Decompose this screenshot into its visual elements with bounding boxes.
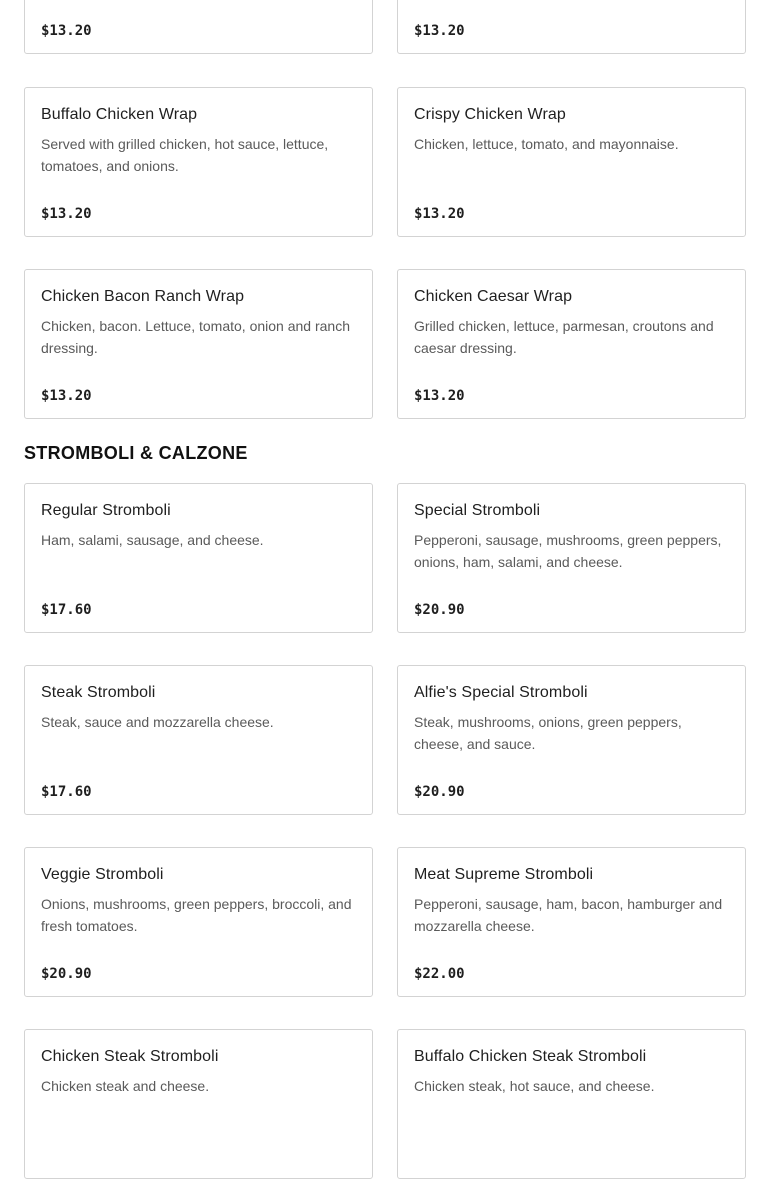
item-price: $20.90 bbox=[414, 602, 465, 618]
item-name: Meat Supreme Stromboli bbox=[414, 866, 594, 883]
menu-item-card[interactable] bbox=[397, 87, 746, 237]
item-name: Alfie's Special Stromboli bbox=[414, 684, 588, 701]
item-name: Veggie Stromboli bbox=[41, 866, 164, 883]
item-description: Chicken, bacon. Lettuce, tomato, onion and ranch dressing. bbox=[41, 318, 350, 356]
menu-item-card[interactable] bbox=[24, 483, 373, 633]
item-price: $17.60 bbox=[41, 602, 92, 618]
item-name: Special Stromboli bbox=[414, 502, 541, 519]
item-price: $13.20 bbox=[41, 388, 92, 404]
item-name: Buffalo Chicken Wrap bbox=[41, 106, 198, 123]
item-price: $17.60 bbox=[41, 784, 92, 800]
item-price: $13.20 bbox=[414, 23, 465, 39]
menu-item-card[interactable] bbox=[397, 483, 746, 633]
menu-item-card[interactable] bbox=[397, 0, 746, 54]
item-description: Grilled chicken, lettuce, parmesan, croutons and caesar dressing. bbox=[414, 318, 714, 356]
item-description: Chicken, lettuce, tomato, and mayonnaise. bbox=[414, 136, 679, 152]
item-description: Pepperoni, sausage, mushrooms, green peppers, onions, ham, salami, and cheese. bbox=[414, 532, 722, 570]
menu-item-card[interactable] bbox=[24, 665, 373, 815]
item-description: Steak, sauce and mozzarella cheese. bbox=[41, 714, 274, 730]
item-name: Chicken Caesar Wrap bbox=[414, 288, 573, 305]
item-description: Pepperoni, sausage, ham, bacon, hamburger and mozzarella cheese. bbox=[414, 896, 723, 934]
item-name: Chicken Steak Stromboli bbox=[41, 1048, 219, 1065]
item-price: $13.20 bbox=[414, 206, 465, 222]
menu-item-card[interactable] bbox=[24, 269, 373, 419]
menu-item-card[interactable] bbox=[24, 1029, 373, 1179]
item-name: Crispy Chicken Wrap bbox=[414, 106, 566, 123]
item-price: $20.90 bbox=[414, 784, 465, 800]
item-description: Chicken steak and cheese. bbox=[41, 1078, 210, 1094]
menu-item-card[interactable] bbox=[397, 665, 746, 815]
menu-item-card[interactable] bbox=[397, 1029, 746, 1179]
item-description: Served with grilled chicken, hot sauce, lettuce, tomatoes, and onions. bbox=[41, 136, 329, 174]
item-name: Chicken Bacon Ranch Wrap bbox=[41, 288, 245, 305]
menu-item-card[interactable] bbox=[24, 0, 373, 54]
section-title: STROMBOLI & CALZONE bbox=[24, 443, 248, 463]
item-price: $13.20 bbox=[41, 23, 92, 39]
item-description: Onions, mushrooms, green peppers, broccoli, and fresh tomatoes. bbox=[41, 896, 352, 934]
menu-item-card[interactable] bbox=[397, 847, 746, 997]
item-description: Ham, salami, sausage, and cheese. bbox=[41, 532, 264, 548]
item-name: Buffalo Chicken Steak Stromboli bbox=[414, 1048, 647, 1065]
item-price: $20.90 bbox=[41, 966, 92, 982]
item-description: Steak, mushrooms, onions, green peppers, cheese, and sauce. bbox=[414, 714, 682, 752]
item-price: $13.20 bbox=[414, 388, 465, 404]
item-price: $13.20 bbox=[41, 206, 92, 222]
menu-item-card[interactable] bbox=[24, 847, 373, 997]
item-price: $22.00 bbox=[414, 966, 465, 982]
item-description: Chicken steak, hot sauce, and cheese. bbox=[414, 1078, 655, 1094]
item-name: Steak Stromboli bbox=[41, 684, 156, 701]
menu-item-card[interactable] bbox=[24, 87, 373, 237]
menu-item-card[interactable] bbox=[397, 269, 746, 419]
item-name: Regular Stromboli bbox=[41, 502, 171, 519]
